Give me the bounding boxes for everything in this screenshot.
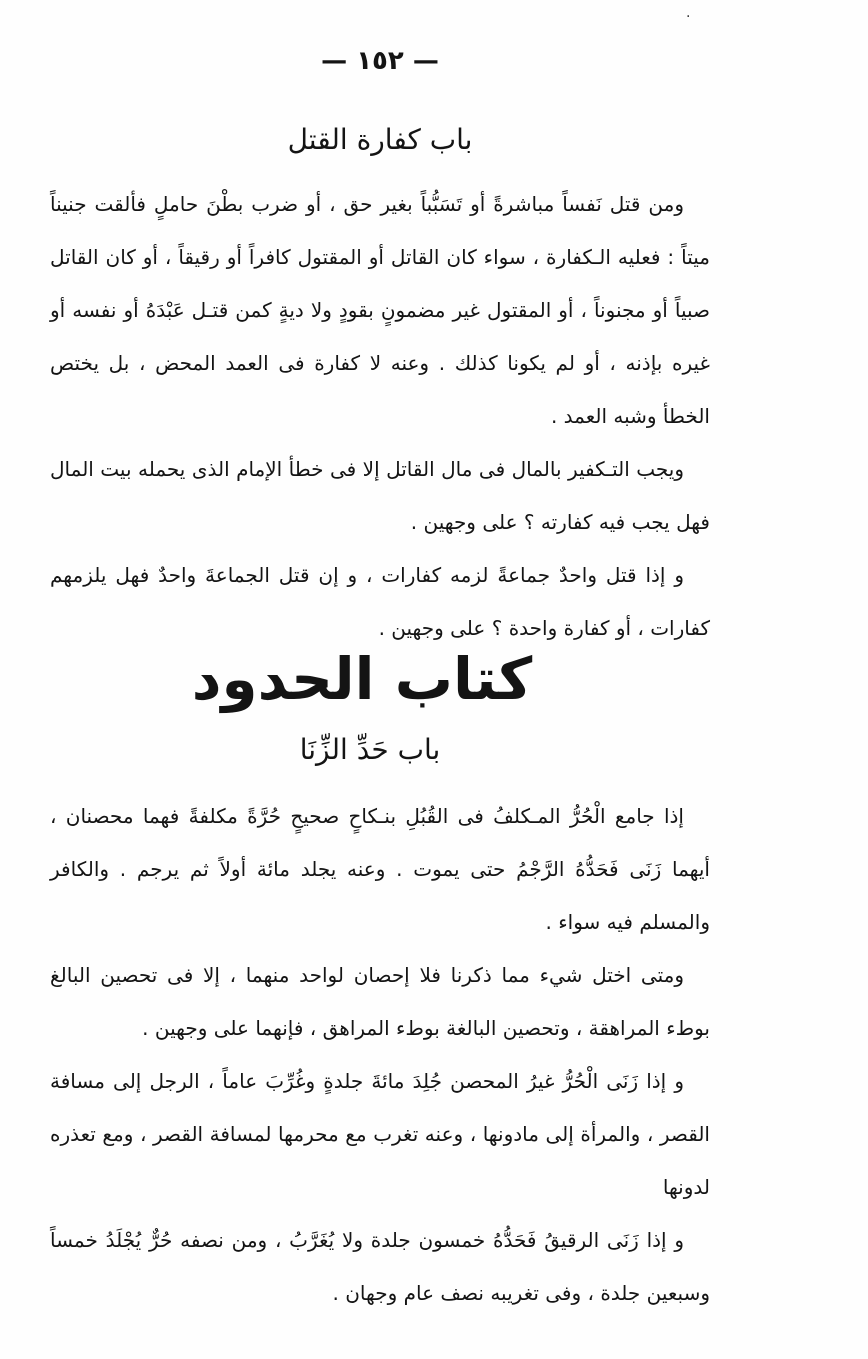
paragraph: و إذا قتل واحدٌ جماعةً لزمه كفارات ، و إن قتل الجماعةَ واحدٌ فهل يلزمهم كفارات ، أو كفارة واحدة ؟ على وجهين . [50, 563, 710, 640]
paragraph: ومن قتل نَفساً مباشرةً أو تَسَبُّباً بغير حق ، أو ضرب بطْنَ حاملٍ فألقت جنيناً ميتاً : فعليه الـكفارة ، سواء كان القاتل أو المقتول كافراً أو رقيقاً ، أو كان القاتل صبياً أو مجنوناً ، أو المقتول غير مضمونٍ بقودٍ ولا ديةٍ كمن قتـل عَبْدَهُ أو نفسه أو غيره بإذنه ، أو لم يكونا كذلك . وعنه لا كفارة فى العمد المحض ، بل يختص الخطأ وشبه العمد . [50, 192, 710, 428]
paragraph: ويجب التـكفير بالمال فى مال القاتل إلا فى خطأ الإمام الذى يحمله بيت المال فهل يجب فيه كفارته ؟ على وجهين . [50, 457, 710, 534]
paragraph: ومتى اختل شيء مما ذكرنا فلا إحصان لواحد منهما ، إلا فى تحصين البالغ بوطء المراهقة ، وتحصين البالغة بوطء المراهق ، فإنهما على وجهين . [50, 963, 710, 1040]
paragraph: و إذا زَنَى الْحُرُّ غيرُ المحصن جُلِدَ مائةَ جلدةٍ وغُرِّبَ عاماً ، الرجل إلى مسافة القصر ، والمرأة إلى مادونها ، وعنه تغرب مع محرمها لمسافة القصر ، ومع تعذره لدونها [50, 1069, 710, 1199]
chapter-title-zina: باب حَدِّ الزِّنَا [299, 733, 441, 766]
scan-speck: · [686, 9, 691, 25]
section-zina-body [50, 790, 710, 1320]
section-expiation-body [50, 178, 710, 655]
chapter-title-expiation: باب كفارة القتل [287, 123, 473, 156]
book-title: كتاب الحدود [191, 645, 533, 713]
page-number: — ١٥٢ — [321, 46, 439, 76]
paragraph: و إذا زَنَى الرقيقُ فَحَدُّهُ خمسون جلدة ولا يُغَرَّبُ ، ومن نصفه حُرٌّ يُجْلَدُ خمساً وسبعين جلدة ، وفى تغريبه نصف عام وجهان . [50, 1228, 710, 1305]
paragraph: إذا جامع الْحُرُّ المـكلفُ فى القُبُلِ بنـكاحٍ صحيحٍ حُرَّةً مكلفةً فهما محصنان ، أيهما زَنَى فَحَدُّهُ الرَّجْمُ حتى يموت . وعنه يجلد مائة أولاً ثم يرجم . والكافر والمسلم فيه سواء . [50, 804, 710, 934]
